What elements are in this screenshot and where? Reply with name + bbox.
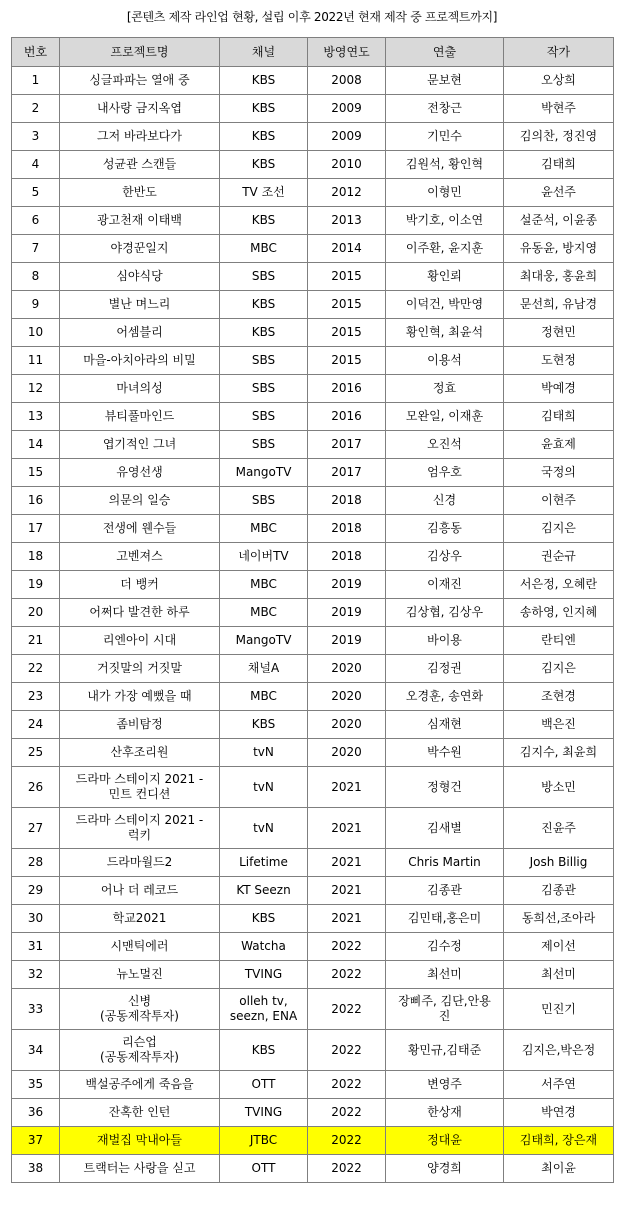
cell-number: 15 <box>12 459 60 487</box>
cell-number: 27 <box>12 808 60 849</box>
cell-project-name-line: (공동제작투자) <box>100 1009 179 1023</box>
cell-number: 22 <box>12 655 60 683</box>
cell-project-name: 유영선생 <box>60 459 220 487</box>
table-row <box>12 711 614 739</box>
cell-channel: TV 조선 <box>220 179 308 207</box>
cell-number: 18 <box>12 543 60 571</box>
cell-air-year: 2022 <box>308 1127 386 1155</box>
cell-director: 김수정 <box>386 933 504 961</box>
cell-channel: SBS <box>220 431 308 459</box>
cell-writer: 김태희 <box>504 403 614 431</box>
table-caption: [콘텐츠 제작 라인업 현황, 설립 이후 2022년 현재 제작 중 프로젝트까지] <box>126 10 498 24</box>
table-row <box>12 375 614 403</box>
cell-number: 3 <box>12 123 60 151</box>
cell-air-year: 2010 <box>308 151 386 179</box>
cell-channel-line: seezn, ENA <box>229 1009 298 1023</box>
cell-project-name: 리엔아이 시대 <box>60 627 220 655</box>
cell-channel: KBS <box>220 151 308 179</box>
cell-channel-line: olleh tv, <box>239 994 288 1008</box>
table-row <box>12 487 614 515</box>
cell-project-name-line: 럭키 <box>127 828 152 842</box>
cell-project-name: 심야식당 <box>60 263 220 291</box>
cell-director: 황인뢰 <box>386 263 504 291</box>
cell-writer: 민진기 <box>504 989 614 1030</box>
cell-channel: TVING <box>220 1099 308 1127</box>
cell-air-year: 2019 <box>308 571 386 599</box>
cell-director: 문보현 <box>386 67 504 95</box>
cell-channel: JTBC <box>220 1127 308 1155</box>
cell-air-year: 2021 <box>308 877 386 905</box>
cell-air-year: 2020 <box>308 711 386 739</box>
cell-director: 김정권 <box>386 655 504 683</box>
production-lineup-table <box>11 37 614 1183</box>
cell-number: 14 <box>12 431 60 459</box>
cell-air-year: 2021 <box>308 849 386 877</box>
cell-number: 25 <box>12 739 60 767</box>
cell-air-year: 2018 <box>308 543 386 571</box>
cell-channel: TVING <box>220 961 308 989</box>
cell-director: 신경 <box>386 487 504 515</box>
cell-channel: KBS <box>220 291 308 319</box>
table-row <box>12 989 614 1030</box>
cell-channel: SBS <box>220 263 308 291</box>
header-director: 연출 <box>386 38 504 67</box>
cell-number: 24 <box>12 711 60 739</box>
cell-number: 17 <box>12 515 60 543</box>
cell-project-name: 성균관 스캔들 <box>60 151 220 179</box>
table-row <box>12 179 614 207</box>
cell-writer: 윤선주 <box>504 179 614 207</box>
cell-air-year: 2018 <box>308 487 386 515</box>
cell-project-name-line: 리슨업 <box>122 1035 157 1049</box>
cell-number: 6 <box>12 207 60 235</box>
cell-air-year: 2022 <box>308 989 386 1030</box>
cell-director: 박기호, 이소연 <box>386 207 504 235</box>
cell-director: 모완일, 이재훈 <box>386 403 504 431</box>
cell-writer: 최대웅, 홍윤희 <box>504 263 614 291</box>
cell-project-name: 엽기적인 그녀 <box>60 431 220 459</box>
cell-director: 황민규,김태준 <box>386 1030 504 1071</box>
cell-writer: 설준석, 이윤종 <box>504 207 614 235</box>
cell-number: 10 <box>12 319 60 347</box>
table-row <box>12 347 614 375</box>
cell-writer: 김지은 <box>504 655 614 683</box>
cell-writer: 김지은,박은정 <box>504 1030 614 1071</box>
table-row <box>12 767 614 808</box>
table-row <box>12 151 614 179</box>
cell-number: 30 <box>12 905 60 933</box>
cell-project-name: 마녀의성 <box>60 375 220 403</box>
table-row <box>12 319 614 347</box>
table-row <box>12 655 614 683</box>
cell-writer: 제이선 <box>504 933 614 961</box>
cell-director: 정형건 <box>386 767 504 808</box>
table-row <box>12 543 614 571</box>
cell-channel: Watcha <box>220 933 308 961</box>
cell-director: 황인혁, 최윤석 <box>386 319 504 347</box>
cell-director <box>386 989 504 1030</box>
cell-director: 오진석 <box>386 431 504 459</box>
cell-project-name: 뉴노멀진 <box>60 961 220 989</box>
cell-project-name: 어셈블리 <box>60 319 220 347</box>
cell-number: 36 <box>12 1099 60 1127</box>
cell-number: 20 <box>12 599 60 627</box>
cell-air-year: 2020 <box>308 655 386 683</box>
cell-director: 변영주 <box>386 1071 504 1099</box>
cell-air-year: 2009 <box>308 123 386 151</box>
cell-project-name: 좀비탐정 <box>60 711 220 739</box>
cell-director: 김흥동 <box>386 515 504 543</box>
table-row <box>12 95 614 123</box>
cell-writer: 김의찬, 정진영 <box>504 123 614 151</box>
cell-project-name: 의문의 일승 <box>60 487 220 515</box>
cell-project-name-line: 신병 <box>127 994 152 1008</box>
cell-channel: KT Seezn <box>220 877 308 905</box>
cell-number: 38 <box>12 1155 60 1183</box>
cell-air-year: 2015 <box>308 347 386 375</box>
table-row <box>12 403 614 431</box>
cell-channel: tvN <box>220 767 308 808</box>
cell-channel <box>220 989 308 1030</box>
cell-writer: 박예경 <box>504 375 614 403</box>
table-row <box>12 961 614 989</box>
cell-number: 26 <box>12 767 60 808</box>
cell-number: 23 <box>12 683 60 711</box>
table-row <box>12 599 614 627</box>
cell-project-name: 마을-아치아라의 비밀 <box>60 347 220 375</box>
cell-channel: KBS <box>220 67 308 95</box>
cell-project-name: 재벌집 막내아들 <box>60 1127 220 1155</box>
cell-project-name-line: 드라마 스테이지 2021 - <box>75 772 204 786</box>
cell-project-name: 별난 며느리 <box>60 291 220 319</box>
cell-channel: KBS <box>220 319 308 347</box>
cell-air-year: 2015 <box>308 263 386 291</box>
cell-project-name: 뷰티풀마인드 <box>60 403 220 431</box>
cell-number: 8 <box>12 263 60 291</box>
table-row <box>12 905 614 933</box>
cell-director: 바이용 <box>386 627 504 655</box>
cell-director: 기민수 <box>386 123 504 151</box>
cell-air-year: 2017 <box>308 459 386 487</box>
cell-writer: 조현경 <box>504 683 614 711</box>
table-row <box>12 683 614 711</box>
table-row <box>12 627 614 655</box>
cell-writer: 문선희, 유남경 <box>504 291 614 319</box>
cell-writer: 도현정 <box>504 347 614 375</box>
cell-writer: 백은진 <box>504 711 614 739</box>
cell-air-year: 2019 <box>308 599 386 627</box>
cell-director: 이덕건, 박만영 <box>386 291 504 319</box>
table-row <box>12 739 614 767</box>
cell-channel: OTT <box>220 1071 308 1099</box>
cell-number: 32 <box>12 961 60 989</box>
table-row <box>12 1099 614 1127</box>
cell-project-name: 전생에 웬수들 <box>60 515 220 543</box>
cell-project-name: 야경꾼일지 <box>60 235 220 263</box>
header-number: 번호 <box>12 38 60 67</box>
cell-writer: 윤효제 <box>504 431 614 459</box>
cell-channel: KBS <box>220 123 308 151</box>
cell-writer: 이현주 <box>504 487 614 515</box>
cell-project-name: 그저 바라보다가 <box>60 123 220 151</box>
cell-air-year: 2022 <box>308 1099 386 1127</box>
cell-channel: KBS <box>220 95 308 123</box>
cell-number: 1 <box>12 67 60 95</box>
table-row <box>12 1030 614 1071</box>
cell-writer: 박연경 <box>504 1099 614 1127</box>
cell-writer: Josh Billig <box>504 849 614 877</box>
cell-director: 최선미 <box>386 961 504 989</box>
cell-air-year: 2018 <box>308 515 386 543</box>
cell-project-name: 거짓말의 거짓말 <box>60 655 220 683</box>
table-row <box>12 67 614 95</box>
table-row <box>12 1071 614 1099</box>
cell-project-name-line: (공동제작투자) <box>100 1050 179 1064</box>
cell-air-year: 2020 <box>308 739 386 767</box>
cell-writer: 방소민 <box>504 767 614 808</box>
cell-channel: KBS <box>220 711 308 739</box>
cell-writer: 유동윤, 방지영 <box>504 235 614 263</box>
cell-air-year: 2016 <box>308 375 386 403</box>
cell-air-year: 2022 <box>308 1030 386 1071</box>
cell-channel: tvN <box>220 808 308 849</box>
cell-director-line: 장삐주, 김단,안용 <box>398 994 491 1008</box>
cell-number: 29 <box>12 877 60 905</box>
table-row <box>12 877 614 905</box>
table-row <box>12 291 614 319</box>
cell-director: 양경희 <box>386 1155 504 1183</box>
cell-director: 박수원 <box>386 739 504 767</box>
cell-project-name <box>60 989 220 1030</box>
table-row <box>12 1155 614 1183</box>
cell-channel: MBC <box>220 683 308 711</box>
cell-project-name: 드라마월드2 <box>60 849 220 877</box>
cell-channel: tvN <box>220 739 308 767</box>
cell-director: 이용석 <box>386 347 504 375</box>
table-row <box>12 431 614 459</box>
cell-number: 4 <box>12 151 60 179</box>
cell-project-name: 잔혹한 인턴 <box>60 1099 220 1127</box>
cell-channel: OTT <box>220 1155 308 1183</box>
cell-writer: 김태희, 장은재 <box>504 1127 614 1155</box>
cell-number: 31 <box>12 933 60 961</box>
table-row <box>12 808 614 849</box>
cell-number: 33 <box>12 989 60 1030</box>
cell-project-name: 학교2021 <box>60 905 220 933</box>
cell-project-name: 어나 더 레코드 <box>60 877 220 905</box>
cell-writer: 김태희 <box>504 151 614 179</box>
cell-project-name: 광고천재 이태백 <box>60 207 220 235</box>
cell-number: 2 <box>12 95 60 123</box>
cell-number: 9 <box>12 291 60 319</box>
cell-director: 김새별 <box>386 808 504 849</box>
cell-channel: MangoTV <box>220 627 308 655</box>
cell-writer: 정현민 <box>504 319 614 347</box>
cell-channel: MBC <box>220 571 308 599</box>
cell-number: 13 <box>12 403 60 431</box>
cell-air-year: 2020 <box>308 683 386 711</box>
cell-project-name <box>60 767 220 808</box>
cell-channel: SBS <box>220 375 308 403</box>
cell-director: 심재현 <box>386 711 504 739</box>
cell-project-name-line: 민트 컨디션 <box>108 787 171 801</box>
cell-channel: KBS <box>220 905 308 933</box>
cell-project-name-line: 드라마 스테이지 2021 - <box>75 813 204 827</box>
cell-air-year: 2016 <box>308 403 386 431</box>
table-row <box>12 263 614 291</box>
cell-writer: 김종관 <box>504 877 614 905</box>
cell-writer: 김지은 <box>504 515 614 543</box>
cell-writer: 서은정, 오혜란 <box>504 571 614 599</box>
cell-number: 19 <box>12 571 60 599</box>
header-writer: 작가 <box>504 38 614 67</box>
cell-director: 김종관 <box>386 877 504 905</box>
cell-channel: MBC <box>220 599 308 627</box>
cell-writer: 최이윤 <box>504 1155 614 1183</box>
cell-writer: 송하영, 인지혜 <box>504 599 614 627</box>
cell-channel: MangoTV <box>220 459 308 487</box>
cell-director: 정효 <box>386 375 504 403</box>
cell-air-year: 2019 <box>308 627 386 655</box>
table-row <box>12 235 614 263</box>
cell-number: 37 <box>12 1127 60 1155</box>
cell-air-year: 2015 <box>308 291 386 319</box>
cell-director-line: 진 <box>438 1009 451 1023</box>
cell-number: 21 <box>12 627 60 655</box>
cell-director: 전창근 <box>386 95 504 123</box>
cell-director: 엄우호 <box>386 459 504 487</box>
cell-project-name: 고벤져스 <box>60 543 220 571</box>
cell-air-year: 2008 <box>308 67 386 95</box>
cell-project-name: 어쩌다 발견한 하루 <box>60 599 220 627</box>
cell-director: 김상우 <box>386 543 504 571</box>
table-row <box>12 849 614 877</box>
cell-writer: 오상희 <box>504 67 614 95</box>
table-row <box>12 207 614 235</box>
cell-project-name: 트랙터는 사랑을 싣고 <box>60 1155 220 1183</box>
cell-number: 16 <box>12 487 60 515</box>
cell-number: 7 <box>12 235 60 263</box>
cell-channel: Lifetime <box>220 849 308 877</box>
cell-director: 오경훈, 송연화 <box>386 683 504 711</box>
cell-number: 11 <box>12 347 60 375</box>
cell-writer: 서주연 <box>504 1071 614 1099</box>
cell-number: 12 <box>12 375 60 403</box>
cell-project-name <box>60 1030 220 1071</box>
cell-air-year: 2009 <box>308 95 386 123</box>
cell-project-name: 백설공주에게 죽음을 <box>60 1071 220 1099</box>
table-row <box>12 1127 614 1155</box>
cell-channel: MBC <box>220 235 308 263</box>
table-row <box>12 123 614 151</box>
cell-project-name: 내사랑 금지옥엽 <box>60 95 220 123</box>
cell-channel: KBS <box>220 1030 308 1071</box>
cell-air-year: 2013 <box>308 207 386 235</box>
cell-writer: 권순규 <box>504 543 614 571</box>
cell-air-year: 2022 <box>308 1071 386 1099</box>
cell-channel: MBC <box>220 515 308 543</box>
header-air-year: 방영연도 <box>308 38 386 67</box>
header-channel: 채널 <box>220 38 308 67</box>
cell-writer: 진윤주 <box>504 808 614 849</box>
cell-project-name: 더 뱅커 <box>60 571 220 599</box>
cell-project-name: 싱글파파는 열애 중 <box>60 67 220 95</box>
cell-channel: SBS <box>220 403 308 431</box>
table-row <box>12 515 614 543</box>
header-row <box>12 38 614 67</box>
cell-project-name <box>60 808 220 849</box>
cell-air-year: 2012 <box>308 179 386 207</box>
cell-number: 28 <box>12 849 60 877</box>
header-project-name: 프로젝트명 <box>60 38 220 67</box>
cell-director: 정대윤 <box>386 1127 504 1155</box>
cell-writer: 박현주 <box>504 95 614 123</box>
cell-director: 김상협, 김상우 <box>386 599 504 627</box>
cell-director: 김원석, 황인혁 <box>386 151 504 179</box>
cell-air-year: 2021 <box>308 767 386 808</box>
cell-director: 김민태,홍은미 <box>386 905 504 933</box>
cell-air-year: 2022 <box>308 933 386 961</box>
cell-writer: 란티엔 <box>504 627 614 655</box>
cell-writer: 최선미 <box>504 961 614 989</box>
table-row <box>12 933 614 961</box>
cell-channel: 네이버TV <box>220 543 308 571</box>
table-row <box>12 459 614 487</box>
cell-director: 이재진 <box>386 571 504 599</box>
cell-project-name: 내가 가장 예뻤을 때 <box>60 683 220 711</box>
cell-project-name: 산후조리원 <box>60 739 220 767</box>
cell-number: 35 <box>12 1071 60 1099</box>
cell-writer: 동희선,조아라 <box>504 905 614 933</box>
cell-channel: SBS <box>220 487 308 515</box>
cell-director: Chris Martin <box>386 849 504 877</box>
cell-writer: 김지수, 최윤희 <box>504 739 614 767</box>
cell-air-year: 2022 <box>308 961 386 989</box>
cell-writer: 국정의 <box>504 459 614 487</box>
cell-project-name: 한반도 <box>60 179 220 207</box>
table-row <box>12 571 614 599</box>
cell-director: 이주환, 윤지훈 <box>386 235 504 263</box>
cell-air-year: 2021 <box>308 905 386 933</box>
cell-air-year: 2014 <box>308 235 386 263</box>
cell-channel: KBS <box>220 207 308 235</box>
cell-number: 34 <box>12 1030 60 1071</box>
cell-director: 이형민 <box>386 179 504 207</box>
cell-number: 5 <box>12 179 60 207</box>
cell-air-year: 2022 <box>308 1155 386 1183</box>
cell-project-name: 시맨틱에러 <box>60 933 220 961</box>
cell-director: 한상재 <box>386 1099 504 1127</box>
cell-air-year: 2021 <box>308 808 386 849</box>
cell-channel: 채널A <box>220 655 308 683</box>
cell-channel: SBS <box>220 347 308 375</box>
cell-air-year: 2017 <box>308 431 386 459</box>
cell-air-year: 2015 <box>308 319 386 347</box>
